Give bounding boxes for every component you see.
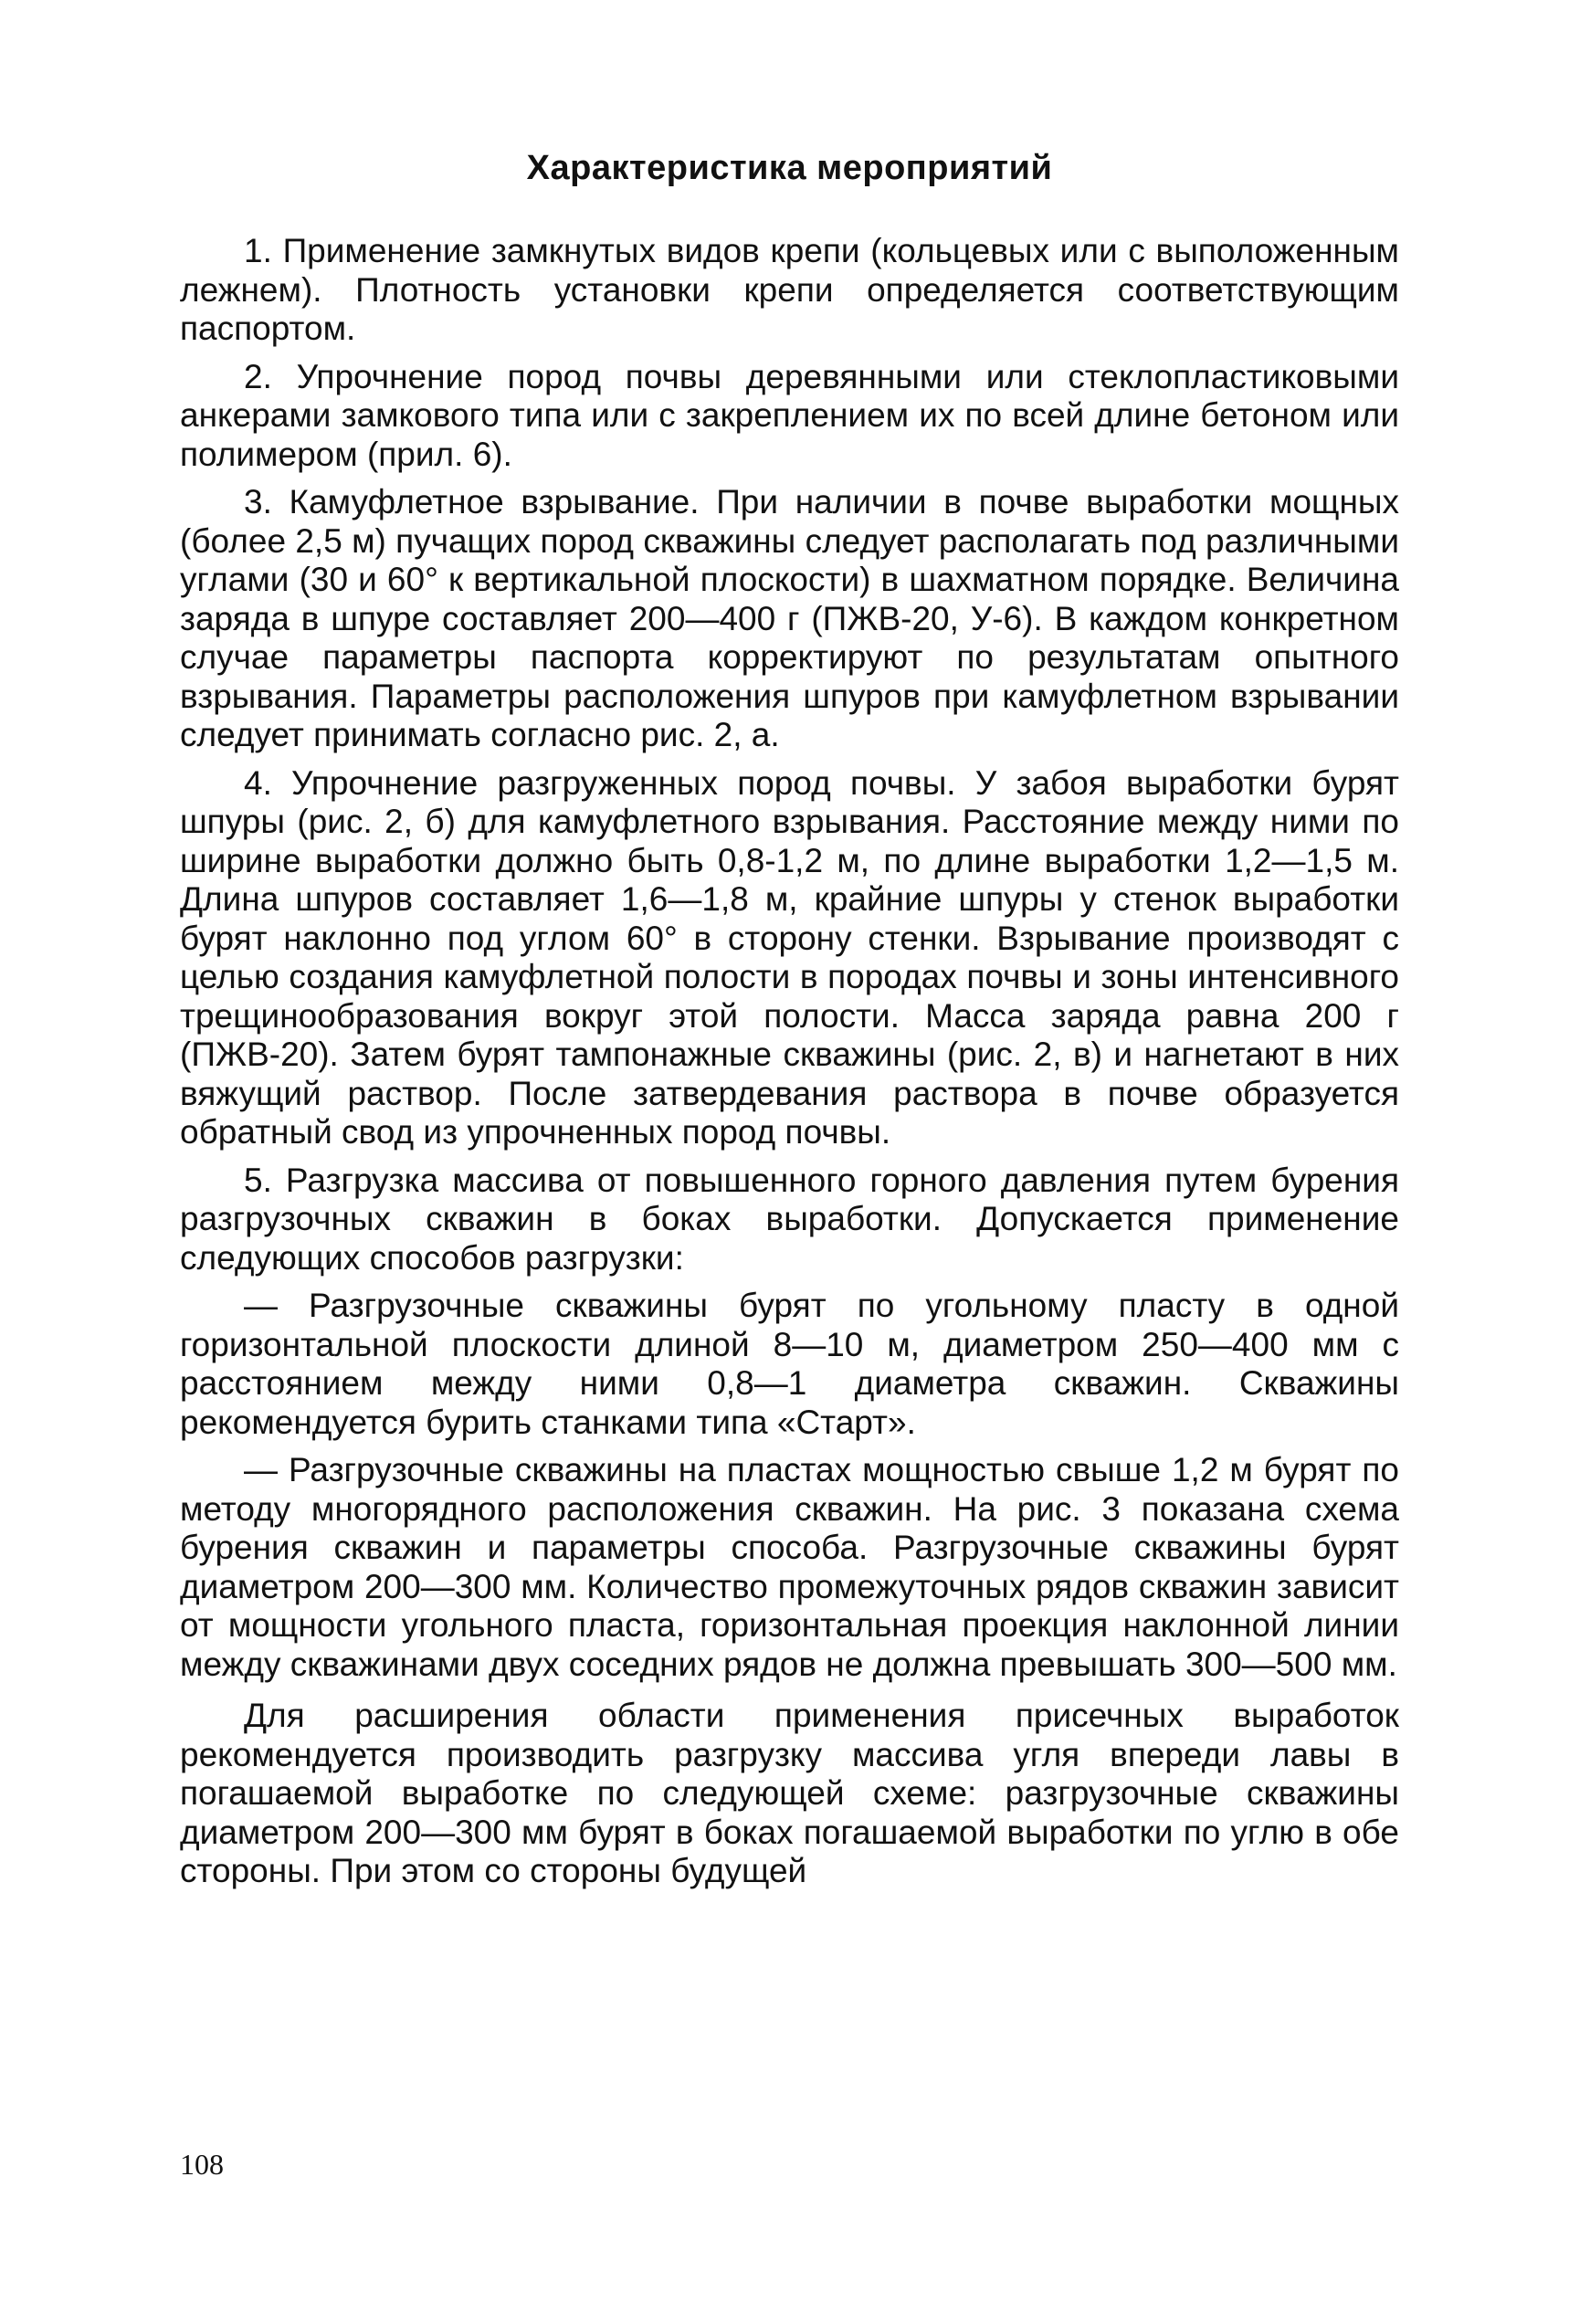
section-heading: Характеристика мероприятий (526, 149, 1053, 187)
paragraph-2-floor-reinforcement: 2. Упрочнение пород почвы деревянными или стеклопластиковыми анкерами замкового типа или с закреплением их по всей длине бетоном или полимером (прил. 6). (180, 357, 1399, 473)
paragraph-5-massif-unloading: 5. Разгрузка массива от повышенного горного давления путем бурения разгрузочных скважин в боках выработки. Допускается применение следующих способов разгрузки: (180, 1161, 1399, 1277)
page-number: 108 (180, 2148, 224, 2181)
paragraph-5-method-2: — Разгрузочные скважины на пластах мощностью свыше 1,2 м бурят по методу многорядного расположения скважин. На рис. 3 показана схема бурения скважин и параметры способа. Разгрузочные скважины бурят диаметром 200—300 мм. Количество промежуточных рядов скважин зависит от мощности угольного пласта, горизонтальная проекция наклонной линии между скважинами двух соседних рядов не должна превышать 300—500 мм. (180, 1451, 1399, 1683)
paragraph-extension-scheme: Для расширения области применения присечных выработок рекомендуется производить разгрузку массива угля впереди лавы в погашаемой выработке по следующей схеме: разгрузочные скважины диаметром 200—300 мм бурят в боках погашаемой выработки по углю в обе стороны. При этом со стороны будущей (180, 1697, 1399, 1889)
paragraph-5-method-1: — Разгрузочные скважины бурят по угольному пласту в одной горизонтальной плоскости длиной 8—10 м, диаметром 250—400 мм с расстоянием между ними 0,8—1 диаметра скважин. Скважины рекомендуется бурить станками типа «Старт». (180, 1287, 1399, 1441)
page-content (180, 146, 1399, 1900)
paragraph-3-camouflet-blasting: 3. Камуфлетное взрывание. При наличии в почве выработки мощных (более 2,5 м) пучащих пород скважины следует располагать под различными углами (30 и 60° к вертикальной плоскости) в шахматном порядке. Величина заряда в шпуре составляет 200—400 г (ПЖВ-20, У-6). В каждом конкретном случае параметры паспорта корректируют по результатам опытного взрывания. Параметры расположения шпуров при камуфлетном взрывании следует принимать согласно рис. 2, а. (180, 483, 1399, 753)
paragraph-4-unloaded-rock-strengthening: 4. Упрочнение разгруженных пород почвы. У забоя выработки бурят шпуры (рис. 2, б) для камуфлетного взрывания. Расстояние между ними по ширине выработки должно быть 0,8-1,2 м, по длине выработки 1,2—1,5 м. Длина шпуров составляет 1,6—1,8 м, крайние шпуры у стенок выработки бурят наклонно под углом 60° в сторону стенки. Взрывание производят с целью создания камуфлетной полости в породах почвы и зоны интенсивного трещинообразования вокруг этой полости. Масса заряда равна 200 г (ПЖВ-20). Затем бурят тампонажные скважины (рис. 2, в) и нагнетают в них вяжущий раствор. После затвердевания раствора в почве образуется обратный свод из упрочненных пород почвы. (180, 763, 1399, 1151)
paragraph-1-closed-support: 1. Применение замкнутых видов крепи (кольцевых или с выположенным лежнем). Плотность установки крепи определяется соответствующим паспортом. (180, 232, 1399, 347)
